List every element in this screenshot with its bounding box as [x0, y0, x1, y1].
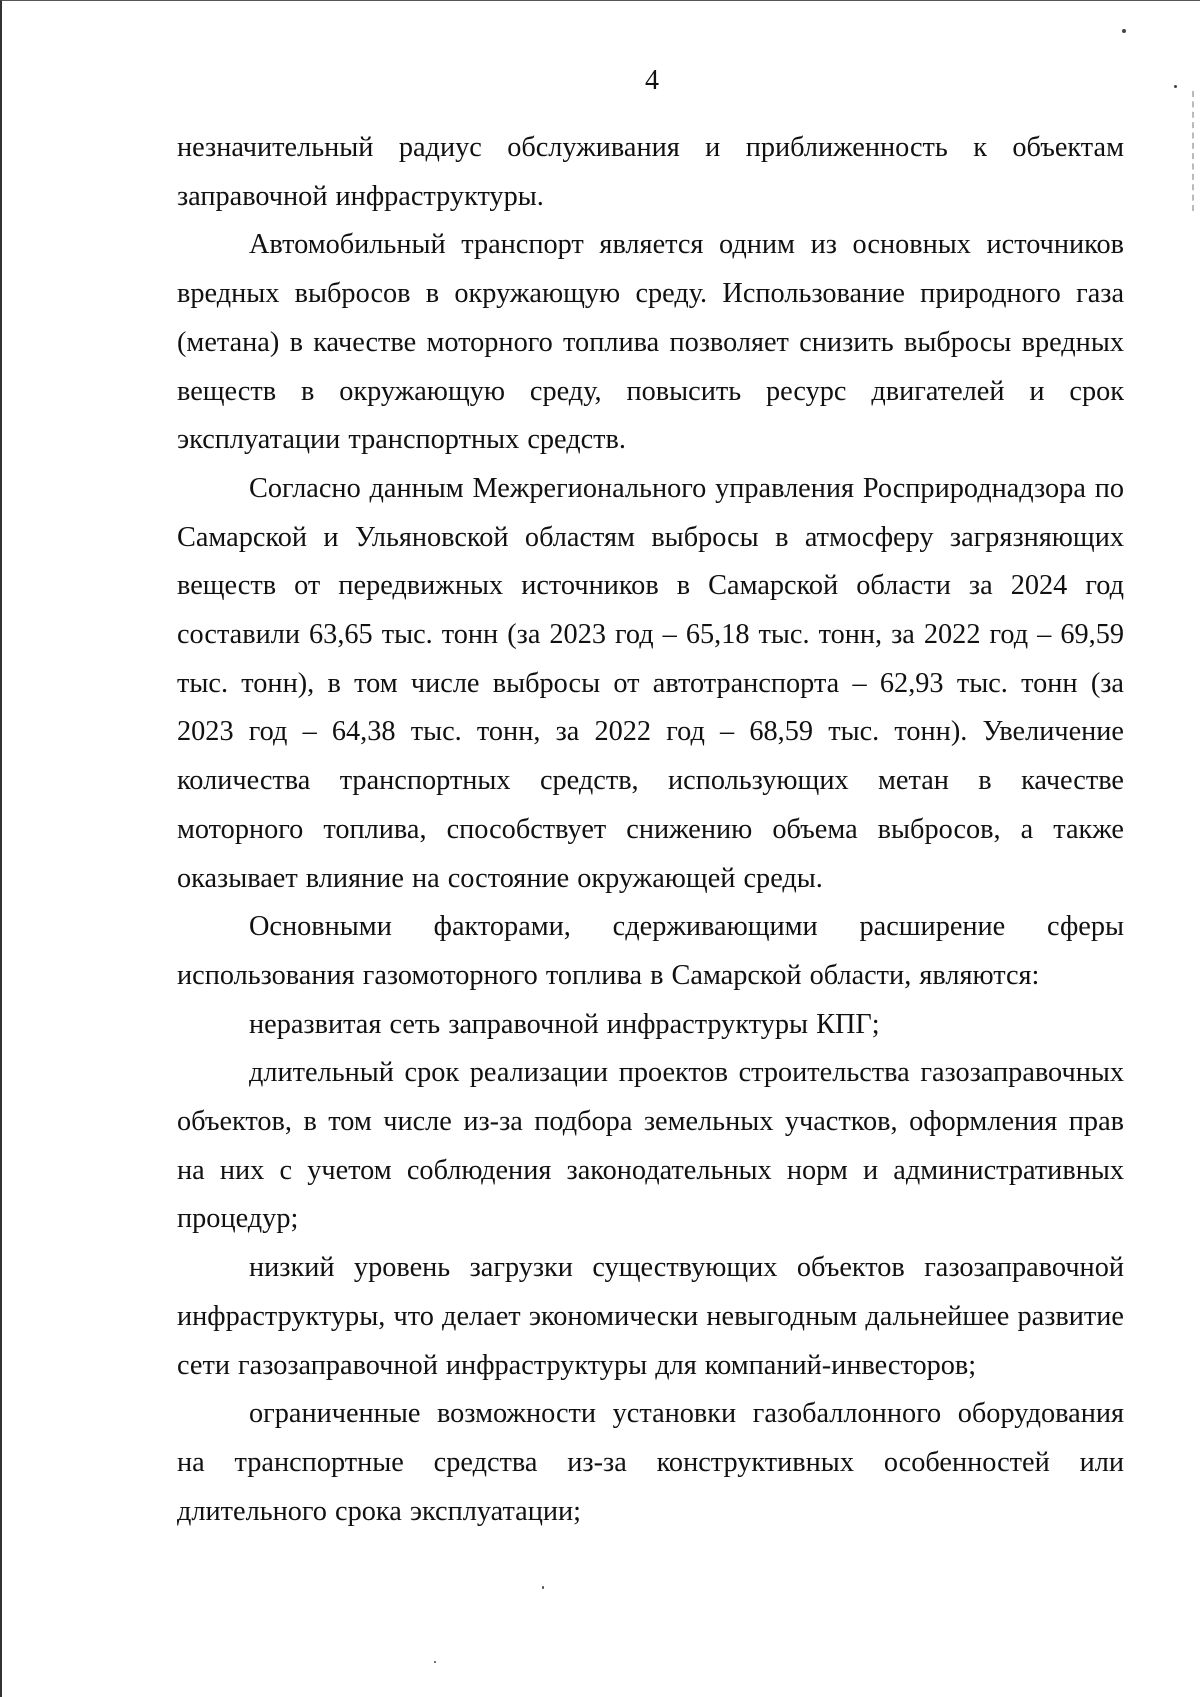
scan-edge-marks [1190, 91, 1194, 211]
list-item-factor-3: низкий уровень загрузки существующих объектов газозаправочной инфраструктуры, что делает экономически невыгодным дальнейшее развитие сети газозаправочной инфраструктуры для компаний-инвесторов; [177, 1252, 1124, 1381]
paragraph-emissions-data: Согласно данным Межрегионального управления Росприроднадзора по Самарской и Ульяновской областям выбросы в атмосферу загрязняющих веществ от передвижных источников в Самарской области за 2024 год составили 63,65 тыс. тонн (за 2023 год – 65,18 тыс. тонн, за 2022 год – 69,59 тыс. тонн), в том числе выбросы от автотранспорта – 62,93 тыс. тонн (за 2023 год – 64,38 тыс. тонн, за 2022 год – 68,59 тыс. тонн). Увеличение количества транспортных средств, использующих метан в качестве моторного топлива, способствует снижению объема выбросов, а также оказывает влияние на состояние окружающей среды. [177, 472, 1124, 894]
document-body [177, 124, 1124, 1536]
paragraph-transport-emissions: Автомобильный транспорт является одним из основных источников вредных выбросов в окружающую среду. Использование природного газа (метана) в качестве моторного топлива позволяет снизить выбросы вредных веществ в окружающую среду, повысить ресурс двигателей и срок эксплуатации транспортных средств. [177, 229, 1124, 456]
list-item-factor-1: неразвитая сеть заправочной инфраструктуры КПГ; [249, 1008, 880, 1040]
scan-speck [434, 1661, 436, 1663]
paragraph-continuation: незначительный радиус обслуживания и приближенность к объектам заправочной инфраструктуры. [177, 132, 1124, 212]
list-item-factor-2: длительный срок реализации проектов строительства газозаправочных объектов, в том числе из-за подбора земельных участков, оформления прав на них с учетом соблюдения законодательных норм и административных процедур; [177, 1057, 1124, 1235]
list-item-factor-4: ограниченные возможности установки газобаллонного оборудования на транспортные средства из-за конструктивных особенностей или длительного срока эксплуатации; [177, 1398, 1124, 1527]
scan-speck [542, 1586, 544, 1589]
page-number: 4 [645, 65, 659, 96]
paragraph-factors-intro: Основными факторами, сдерживающими расширение сферы использования газомоторного топлива в Самарской области, являются: [177, 911, 1124, 991]
scan-speck [1122, 29, 1126, 33]
scan-speck [1174, 85, 1177, 88]
